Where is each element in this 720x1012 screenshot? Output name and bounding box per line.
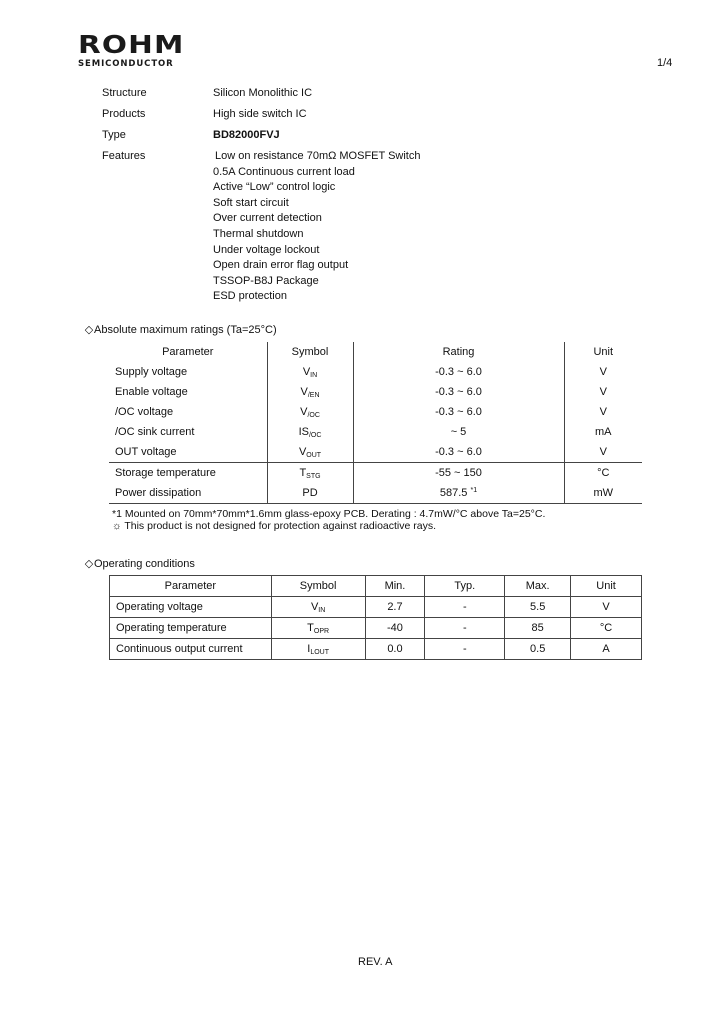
table-row	[110, 618, 642, 639]
symbol-subscript: LOUT	[310, 648, 329, 656]
spec-value: Silicon Monolithic IC	[213, 87, 313, 99]
feature-item: Thermal shutdown	[213, 227, 304, 240]
table-row	[109, 422, 642, 442]
symbol-cell	[267, 422, 353, 442]
symbol-cell	[267, 463, 353, 484]
table-row	[109, 463, 642, 484]
logo-wordmark: ROHM	[78, 30, 185, 59]
min-cell: -40	[365, 618, 425, 639]
symbol-subscript: /EN	[307, 391, 320, 399]
rating-cell: -0.3 ~ 6.0	[353, 362, 564, 382]
table-row	[109, 483, 642, 504]
feature-item: TSSOP-B8J Package	[213, 274, 319, 287]
header-cell: Parameter	[109, 342, 267, 362]
unit-cell: V	[564, 442, 642, 463]
header-cell: Min.	[365, 576, 425, 597]
max-cell: 85	[505, 618, 571, 639]
symbol-subscript: OUT	[306, 451, 322, 459]
header-cell: Symbol	[267, 342, 353, 362]
diamond-icon: ◇	[84, 324, 94, 336]
param-cell: Supply voltage	[109, 362, 267, 382]
symbol-text: V	[300, 405, 308, 418]
symbol-cell	[271, 618, 365, 639]
rating-text: 587.5	[439, 487, 468, 499]
symbol-text: T	[299, 466, 307, 479]
table-row	[109, 442, 642, 463]
symbol-text: V	[302, 365, 311, 378]
header-cell: Unit	[571, 576, 642, 597]
param-cell: Power dissipation	[109, 483, 267, 504]
table-header-row	[109, 342, 642, 362]
header-cell: Symbol	[271, 576, 365, 597]
rating-cell: -0.3 ~ 6.0	[353, 382, 564, 402]
rating-cell: ~ 5	[353, 422, 564, 442]
symbol-text: V	[300, 385, 308, 398]
table-header-row	[110, 576, 642, 597]
param-cell: Enable voltage	[109, 382, 267, 402]
feature-item: Active “Low” control logic	[213, 181, 336, 194]
header-cell: Unit	[564, 342, 642, 362]
feature-item: Soft start circuit	[213, 196, 289, 209]
unit-cell: V	[564, 402, 642, 422]
rating-cell: -0.3 ~ 6.0	[353, 442, 564, 463]
feature-item: Over current detection	[213, 212, 322, 225]
symbol-subscript: IN	[318, 606, 326, 614]
abs-max-title-text: Absolute maximum ratings (Ta=25°C)	[94, 324, 277, 336]
op-cond-title-text: Operating conditions	[94, 558, 195, 570]
unit-cell: °C	[571, 618, 642, 639]
header-cell: Max.	[505, 576, 571, 597]
unit-cell: °C	[564, 463, 642, 484]
symbol-text: I	[307, 642, 311, 655]
symbol-text: V	[310, 600, 319, 613]
table-row	[110, 597, 642, 618]
footnote-pcb: *1 Mounted on 70mm*70mm*1.6mm glass-epoxy PCB. Derating : 4.7mW/°C above Ta=25°C.	[112, 508, 546, 520]
spec-label: Structure	[102, 87, 147, 99]
symbol-text: IS	[298, 425, 309, 438]
max-cell: 5.5	[505, 597, 571, 618]
rating-cell: -0.3 ~ 6.0	[353, 402, 564, 422]
unit-cell: mA	[564, 422, 642, 442]
feature-item: Under voltage lockout	[213, 243, 320, 256]
unit-cell: V	[564, 362, 642, 382]
footnote-marker: *1	[470, 487, 478, 494]
table-row	[109, 362, 642, 382]
min-cell: 2.7	[365, 597, 425, 618]
table-row	[110, 639, 642, 660]
param-cell: Operating temperature	[110, 618, 272, 639]
max-cell: 0.5	[505, 639, 571, 660]
spec-label: Products	[102, 108, 146, 120]
revision-label: REV. A	[358, 956, 393, 968]
rating-cell: -55 ~ 150	[353, 463, 564, 484]
symbol-text: T	[307, 621, 314, 634]
feature-item: 0.5A Continuous current load	[213, 165, 355, 178]
feature-item: ESD protection	[213, 290, 287, 303]
table-row	[109, 382, 642, 402]
param-cell: Operating voltage	[110, 597, 272, 618]
rating-cell	[353, 483, 564, 504]
diamond-icon: ◇	[84, 558, 94, 570]
page-number: 1/4	[657, 57, 673, 69]
spec-label: Type	[102, 129, 126, 141]
symbol-cell	[267, 402, 353, 422]
rohm-logo	[78, 30, 185, 69]
logo-subtitle: SEMICONDUCTOR	[78, 59, 174, 69]
part-number: BD82000FVJ	[213, 129, 280, 141]
header-cell: Rating	[353, 342, 564, 362]
spec-value: High side switch IC	[213, 108, 307, 120]
typ-cell: -	[425, 618, 505, 639]
features-label: Features	[102, 150, 146, 162]
symbol-cell	[271, 597, 365, 618]
op-cond-table	[109, 575, 642, 660]
abs-max-table	[109, 342, 642, 504]
abs-max-title	[84, 323, 277, 336]
typ-cell: -	[425, 639, 505, 660]
symbol-cell	[271, 639, 365, 660]
param-cell: Continuous output current	[110, 639, 272, 660]
symbol-subscript: IN	[310, 371, 318, 379]
feature-item: Low on resistance 70mΩ MOSFET Switch	[215, 150, 421, 162]
features-list	[213, 150, 420, 306]
table-row	[109, 402, 642, 422]
footnote-radiation: ☼ This product is not designed for protection against radioactive rays.	[112, 520, 437, 532]
symbol-cell: PD	[267, 483, 353, 504]
param-cell: OUT voltage	[109, 442, 267, 463]
param-cell: /OC sink current	[109, 422, 267, 442]
op-cond-title	[84, 557, 195, 570]
typ-cell: -	[425, 597, 505, 618]
header-cell: Typ.	[425, 576, 505, 597]
param-cell: Storage temperature	[109, 463, 267, 484]
unit-cell: V	[571, 597, 642, 618]
symbol-subscript: STG	[306, 472, 321, 480]
param-cell: /OC voltage	[109, 402, 267, 422]
symbol-subscript: /OC	[308, 431, 322, 439]
header-cell: Parameter	[110, 576, 272, 597]
unit-cell: V	[564, 382, 642, 402]
unit-cell: mW	[564, 483, 642, 504]
symbol-text: V	[298, 445, 307, 458]
unit-cell: A	[571, 639, 642, 660]
symbol-cell	[267, 442, 353, 463]
min-cell: 0.0	[365, 639, 425, 660]
symbol-subscript: OPR	[313, 627, 330, 635]
symbol-subscript: /OC	[307, 411, 320, 419]
symbol-cell	[267, 382, 353, 402]
symbol-cell	[267, 362, 353, 382]
feature-item: Open drain error flag output	[213, 259, 349, 272]
